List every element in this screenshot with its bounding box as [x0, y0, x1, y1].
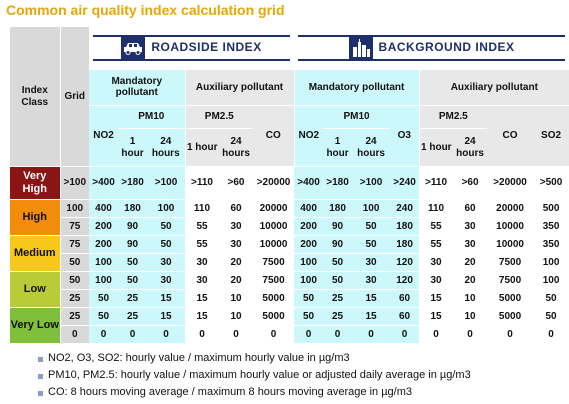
- background-pm25-1h-header: 1 hour: [419, 129, 453, 167]
- background-pm25-1h-cell: 30: [419, 271, 453, 289]
- roadside-no2-cell: >400: [89, 167, 118, 200]
- background-o3-cell: 60: [390, 289, 419, 307]
- background-o3-cell: >240: [390, 167, 419, 200]
- background-so2-cell: 500: [533, 200, 569, 218]
- background-so2-cell: 50: [533, 307, 569, 325]
- class-medium: Medium: [10, 235, 60, 271]
- roadside-co-cell: 5000: [253, 289, 294, 307]
- background-co-header: CO: [487, 105, 533, 166]
- background-o3-cell: 60: [390, 307, 419, 325]
- background-pm10-24h-cell: 30: [352, 271, 390, 289]
- background-no2-cell: 50: [294, 307, 323, 325]
- roadside-pm25-1h-cell: 55: [185, 235, 219, 253]
- roadside-pm10-1h-cell: 25: [118, 307, 147, 325]
- background-o3-header: O3: [390, 105, 419, 166]
- note-text: NO2, O3, SO2: hourly value / maximum hourly value in µg/m3: [48, 352, 350, 364]
- background-pm25-24h-cell: 60: [453, 200, 487, 218]
- background-no2-header: NO2: [294, 105, 323, 166]
- background-no2-cell: 400: [294, 200, 323, 218]
- roadside-pm25-24h-cell: 20: [219, 271, 253, 289]
- roadside-pm25-24h-cell: 60: [219, 200, 253, 218]
- roadside-pm10-24h-cell: 30: [147, 271, 185, 289]
- table-row: [10, 271, 569, 289]
- roadside-pm25-24h-cell: 30: [219, 217, 253, 235]
- background-pm25-1h-cell: 0: [419, 325, 453, 343]
- background-so2-cell: 100: [533, 253, 569, 271]
- roadside-pm10-24h-cell: 15: [147, 289, 185, 307]
- roadside-pm25-1h-cell: 30: [185, 271, 219, 289]
- roadside-pm25-1h-cell: >110: [185, 167, 219, 200]
- roadside-pm25-24h-header: 24 hours: [219, 129, 253, 167]
- grid-cell: 25: [60, 307, 89, 325]
- grid-cell: 25: [60, 289, 89, 307]
- table-row: [10, 200, 569, 218]
- roadside-no2-cell: 200: [89, 217, 118, 235]
- background-pm10-1h-cell: 90: [323, 235, 352, 253]
- background-pm10-1h-header: 1 hour: [323, 129, 352, 167]
- roadside-index-label: ROADSIDE INDEX: [151, 40, 262, 54]
- background-no2-cell: 200: [294, 235, 323, 253]
- roadside-pm10-1h-cell: 50: [118, 271, 147, 289]
- background-pm25-24h-cell: 10: [453, 307, 487, 325]
- background-pm10-24h-cell: 0: [352, 325, 390, 343]
- table-row: [10, 325, 569, 343]
- table-row: [10, 253, 569, 271]
- roadside-pm25-1h-cell: 30: [185, 253, 219, 271]
- grid-cell: 50: [60, 271, 89, 289]
- roadside-pm10-24h-cell: 15: [147, 307, 185, 325]
- background-no2-cell: >400: [294, 167, 323, 200]
- background-pm10-24h-cell: >100: [352, 167, 390, 200]
- background-pm10-1h-cell: 50: [323, 271, 352, 289]
- background-index-band: [294, 27, 569, 69]
- list-item: [38, 384, 471, 401]
- roadside-co-header: CO: [253, 105, 294, 166]
- grid-cell: 75: [60, 217, 89, 235]
- roadside-pm25-header: PM2.5: [185, 105, 253, 128]
- roadside-pm25-1h-header: 1 hour: [185, 129, 219, 167]
- background-co-cell: 5000: [487, 307, 533, 325]
- roadside-pm25-1h-cell: 15: [185, 307, 219, 325]
- car-icon: [121, 36, 145, 60]
- background-pm10-24h-cell: 100: [352, 200, 390, 218]
- roadside-pm10-1h-cell: >180: [118, 167, 147, 200]
- grid-cell: 0: [60, 325, 89, 343]
- background-pm25-header: PM2.5: [419, 105, 487, 128]
- roadside-pm10-1h-cell: 25: [118, 289, 147, 307]
- background-index-label: BACKGROUND INDEX: [378, 40, 515, 54]
- background-pm25-24h-cell: 10: [453, 289, 487, 307]
- background-pm10-24h-header: 24 hours: [352, 129, 390, 167]
- background-pm10-1h-cell: 25: [323, 289, 352, 307]
- background-pm25-24h-cell: 20: [453, 271, 487, 289]
- background-pm10-24h-cell: 30: [352, 253, 390, 271]
- table-row: [10, 235, 569, 253]
- background-co-cell: 7500: [487, 253, 533, 271]
- notes-list: [38, 350, 471, 401]
- roadside-pm10-1h-cell: 90: [118, 235, 147, 253]
- background-no2-cell: 50: [294, 289, 323, 307]
- roadside-pm25-24h-cell: 10: [219, 289, 253, 307]
- background-so2-cell: 100: [533, 271, 569, 289]
- roadside-pm25-1h-cell: 55: [185, 217, 219, 235]
- city-skyline-icon: [349, 36, 373, 60]
- background-pm25-1h-cell: 55: [419, 217, 453, 235]
- roadside-no2-cell: 200: [89, 235, 118, 253]
- square-bullet-icon: [38, 374, 43, 379]
- roadside-co-cell: 0: [253, 325, 294, 343]
- roadside-co-cell: >20000: [253, 167, 294, 200]
- roadside-pm25-24h-cell: 10: [219, 307, 253, 325]
- page-title: Common air quality index calculation grid: [6, 2, 285, 18]
- background-o3-cell: 240: [390, 200, 419, 218]
- background-pm25-24h-cell: 20: [453, 253, 487, 271]
- class-low: Low: [10, 271, 60, 307]
- background-so2-cell: 350: [533, 235, 569, 253]
- roadside-no2-cell: 100: [89, 271, 118, 289]
- roadside-pm25-24h-cell: >60: [219, 167, 253, 200]
- roadside-pm10-1h-cell: 0: [118, 325, 147, 343]
- note-text: PM10, PM2.5: hourly value / maximum hourly value or adjusted daily average in µg/m3: [48, 369, 471, 381]
- background-pm10-24h-cell: 15: [352, 289, 390, 307]
- background-pm10-1h-cell: 25: [323, 307, 352, 325]
- background-pm25-1h-cell: 110: [419, 200, 453, 218]
- roadside-pm10-24h-cell: 50: [147, 217, 185, 235]
- roadside-pm10-1h-header: 1 hour: [118, 129, 147, 167]
- aqi-grid-table: [10, 27, 569, 344]
- roadside-co-cell: 20000: [253, 200, 294, 218]
- header-row-index-bands: [10, 27, 569, 69]
- background-co-cell: 10000: [487, 217, 533, 235]
- background-no2-cell: 0: [294, 325, 323, 343]
- roadside-pm10-1h-cell: 90: [118, 217, 147, 235]
- background-o3-cell: 180: [390, 235, 419, 253]
- class-very-high: Very High: [10, 167, 60, 200]
- background-co-cell: 20000: [487, 200, 533, 218]
- background-so2-cell: 0: [533, 325, 569, 343]
- roadside-pm10-24h-cell: 50: [147, 235, 185, 253]
- list-item: [38, 367, 471, 384]
- background-pm25-1h-cell: 15: [419, 289, 453, 307]
- background-pm10-1h-cell: 90: [323, 217, 352, 235]
- table-row: [10, 307, 569, 325]
- roadside-pm25-1h-cell: 0: [185, 325, 219, 343]
- roadside-no2-cell: 100: [89, 253, 118, 271]
- roadside-pm10-24h-cell: 30: [147, 253, 185, 271]
- header-row-pollutant-groups: [10, 69, 569, 105]
- roadside-pm10-24h-cell: 0: [147, 325, 185, 343]
- background-o3-cell: 120: [390, 271, 419, 289]
- roadside-pm10-header: PM10: [118, 105, 185, 128]
- roadside-pm25-24h-cell: 0: [219, 325, 253, 343]
- background-pm10-1h-cell: 0: [323, 325, 352, 343]
- background-auxiliary-header: Auxiliary pollutant: [419, 69, 569, 105]
- background-so2-header: SO2: [533, 105, 569, 166]
- roadside-co-cell: 10000: [253, 235, 294, 253]
- background-pm25-24h-cell: 30: [453, 235, 487, 253]
- roadside-no2-cell: 50: [89, 289, 118, 307]
- background-co-cell: 0: [487, 325, 533, 343]
- background-pm10-24h-cell: 15: [352, 307, 390, 325]
- background-co-cell: 10000: [487, 235, 533, 253]
- roadside-pm25-1h-cell: 15: [185, 289, 219, 307]
- roadside-auxiliary-header: Auxiliary pollutant: [185, 69, 294, 105]
- roadside-co-cell: 7500: [253, 253, 294, 271]
- roadside-pm25-24h-cell: 30: [219, 235, 253, 253]
- background-pm25-1h-cell: 15: [419, 307, 453, 325]
- grid-header: Grid: [60, 27, 89, 167]
- grid-cell: 50: [60, 253, 89, 271]
- roadside-no2-cell: 400: [89, 200, 118, 218]
- square-bullet-icon: [38, 357, 43, 362]
- table-row: [10, 217, 569, 235]
- background-pm25-1h-cell: 30: [419, 253, 453, 271]
- roadside-pm10-1h-cell: 50: [118, 253, 147, 271]
- note-text: CO: 8 hours moving average / maximum 8 hours moving average in µg/m3: [48, 386, 412, 398]
- roadside-co-cell: 5000: [253, 307, 294, 325]
- roadside-co-cell: 10000: [253, 217, 294, 235]
- background-pm10-24h-cell: 50: [352, 217, 390, 235]
- background-o3-cell: 180: [390, 217, 419, 235]
- roadside-no2-cell: 0: [89, 325, 118, 343]
- roadside-mandatory-header: Mandatory pollutant: [89, 69, 185, 105]
- background-pm25-24h-cell: 30: [453, 217, 487, 235]
- roadside-pm10-24h-cell: 100: [147, 200, 185, 218]
- table-row: [10, 289, 569, 307]
- index-class-header: Index Class: [10, 27, 60, 167]
- background-o3-cell: 120: [390, 253, 419, 271]
- roadside-pm25-24h-cell: 20: [219, 253, 253, 271]
- background-mandatory-header: Mandatory pollutant: [294, 69, 419, 105]
- roadside-pm25-1h-cell: 110: [185, 200, 219, 218]
- roadside-pm10-24h-header: 24 hours: [147, 129, 185, 167]
- roadside-index-band: [89, 27, 294, 69]
- square-bullet-icon: [38, 391, 43, 396]
- background-pm10-1h-cell: 180: [323, 200, 352, 218]
- header-row-pollutants: [10, 105, 569, 128]
- background-pm10-header: PM10: [323, 105, 390, 128]
- grid-cell: >100: [60, 167, 89, 200]
- background-so2-cell: 350: [533, 217, 569, 235]
- grid-cell: 75: [60, 235, 89, 253]
- grid-cell: 100: [60, 200, 89, 218]
- table-row: [10, 167, 569, 200]
- background-co-cell: >20000: [487, 167, 533, 200]
- background-pm25-24h-cell: >60: [453, 167, 487, 200]
- background-pm10-1h-cell: 50: [323, 253, 352, 271]
- roadside-no2-header: NO2: [89, 105, 118, 166]
- list-item: [38, 350, 471, 367]
- background-so2-cell: 50: [533, 289, 569, 307]
- roadside-pm10-24h-cell: >100: [147, 167, 185, 200]
- background-pm25-24h-header: 24 hours: [453, 129, 487, 167]
- class-high: High: [10, 200, 60, 236]
- background-pm10-24h-cell: 50: [352, 235, 390, 253]
- background-co-cell: 7500: [487, 271, 533, 289]
- background-no2-cell: 100: [294, 271, 323, 289]
- background-pm10-1h-cell: >180: [323, 167, 352, 200]
- background-o3-cell: 0: [390, 325, 419, 343]
- background-no2-cell: 200: [294, 217, 323, 235]
- roadside-pm10-1h-cell: 180: [118, 200, 147, 218]
- background-co-cell: 5000: [487, 289, 533, 307]
- background-so2-cell: >500: [533, 167, 569, 200]
- background-pm25-1h-cell: 55: [419, 235, 453, 253]
- roadside-co-cell: 7500: [253, 271, 294, 289]
- class-very-low: Very Low: [10, 307, 60, 343]
- background-no2-cell: 100: [294, 253, 323, 271]
- background-pm25-24h-cell: 0: [453, 325, 487, 343]
- roadside-no2-cell: 50: [89, 307, 118, 325]
- background-pm25-1h-cell: >110: [419, 167, 453, 200]
